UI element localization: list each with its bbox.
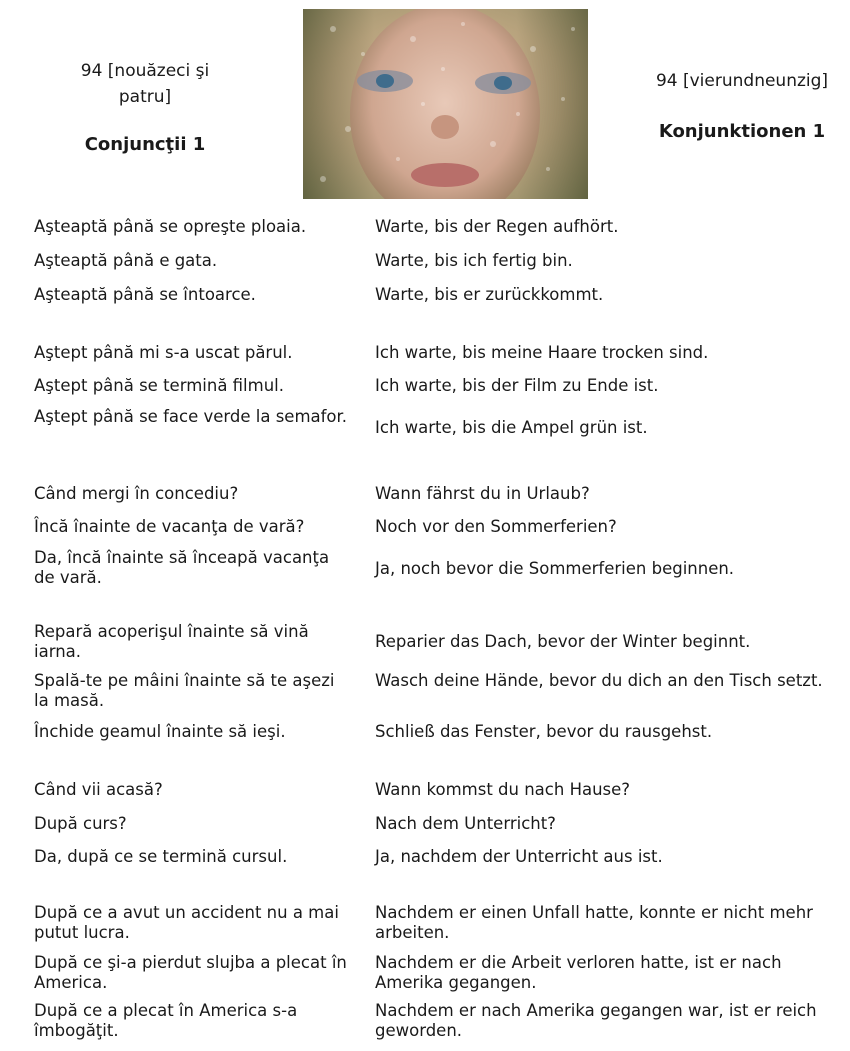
phrase-romanian: Aşteaptă până e gata. xyxy=(34,251,218,270)
phrase-romanian: Spală-te pe mâini înainte să te aşezi la masă. xyxy=(34,671,335,710)
phrase-german: Noch vor den Sommerferien? xyxy=(375,517,617,536)
lesson-topic-romanian: Conjuncţii 1 xyxy=(84,134,206,155)
phrase-romanian: Da, încă înainte să înceapă vacanţa de vară. xyxy=(34,548,330,587)
lesson-topic-german: Konjunktionen 1 xyxy=(658,121,826,142)
page-header xyxy=(0,0,850,205)
girl-behind-rainy-window-photo xyxy=(303,9,588,199)
phrase-romanian: Închide geamul înainte să ieşi. xyxy=(34,722,286,741)
phrase-romanian: După ce a plecat în America s-a îmbogăţit. xyxy=(34,1001,298,1040)
phrase-romanian: Aştept până se termină filmul. xyxy=(34,376,285,395)
phrase-romanian: După ce şi-a pierdut slujba a plecat în America. xyxy=(34,953,347,992)
phrase-german: Nachdem er nach Amerika gegangen war, ist er reich geworden. xyxy=(375,1001,817,1040)
phrase-romanian: Da, după ce se termină cursul. xyxy=(34,847,288,866)
phrase-romanian: Aşteaptă până se întoarce. xyxy=(34,285,256,304)
phrase-romanian: Repară acoperişul înainte să vină iarna. xyxy=(34,622,309,661)
phrase-german: Reparier das Dach, bevor der Winter beginnt. xyxy=(375,632,751,651)
phrase-romanian: Aştept până se face verde la semafor. xyxy=(34,407,348,426)
phrase-german: Warte, bis er zurückkommt. xyxy=(375,285,604,304)
phrase-german: Wann kommst du nach Hause? xyxy=(375,780,631,799)
phrase-german: Ja, noch bevor die Sommerferien beginnen. xyxy=(375,559,735,578)
phrase-german: Schließ das Fenster, bevor du rausgehst. xyxy=(375,722,713,741)
lesson-number-german: 94 [vierundneunzig] xyxy=(655,71,829,91)
phrase-german: Ich warte, bis die Ampel grün ist. xyxy=(375,418,648,437)
phrase-romanian: Aşteaptă până se opreşte ploaia. xyxy=(34,217,307,236)
phrase-german: Wasch deine Hände, bevor du dich an den Tisch setzt. xyxy=(375,671,823,690)
phrase-german: Ja, nachdem der Unterricht aus ist. xyxy=(375,847,663,866)
phrase-german: Nach dem Unterricht? xyxy=(375,814,556,833)
phrase-romanian: După curs? xyxy=(34,814,127,833)
phrase-german: Wann fährst du in Urlaub? xyxy=(375,484,590,503)
phrase-german: Warte, bis ich fertig bin. xyxy=(375,251,573,270)
phrase-german: Nachdem er die Arbeit verloren hatte, ist er nach Amerika gegangen. xyxy=(375,953,782,992)
lesson-number-romanian: 94 [nouăzeci şi patru] xyxy=(80,61,210,107)
phrase-romanian: Încă înainte de vacanţa de vară? xyxy=(34,517,305,536)
phrase-german: Ich warte, bis meine Haare trocken sind. xyxy=(375,343,709,362)
phrase-german: Warte, bis der Regen aufhört. xyxy=(375,217,619,236)
phrase-romanian: Când mergi în concediu? xyxy=(34,484,239,503)
phrase-german: Nachdem er einen Unfall hatte, konnte er nicht mehr arbeiten. xyxy=(375,903,813,942)
phrase-german: Ich warte, bis der Film zu Ende ist. xyxy=(375,376,659,395)
phrase-romanian: După ce a avut un accident nu a mai putut lucra. xyxy=(34,903,339,942)
phrase-romanian: Aştept până mi s-a uscat părul. xyxy=(34,343,293,362)
phrase-romanian: Când vii acasă? xyxy=(34,780,163,799)
